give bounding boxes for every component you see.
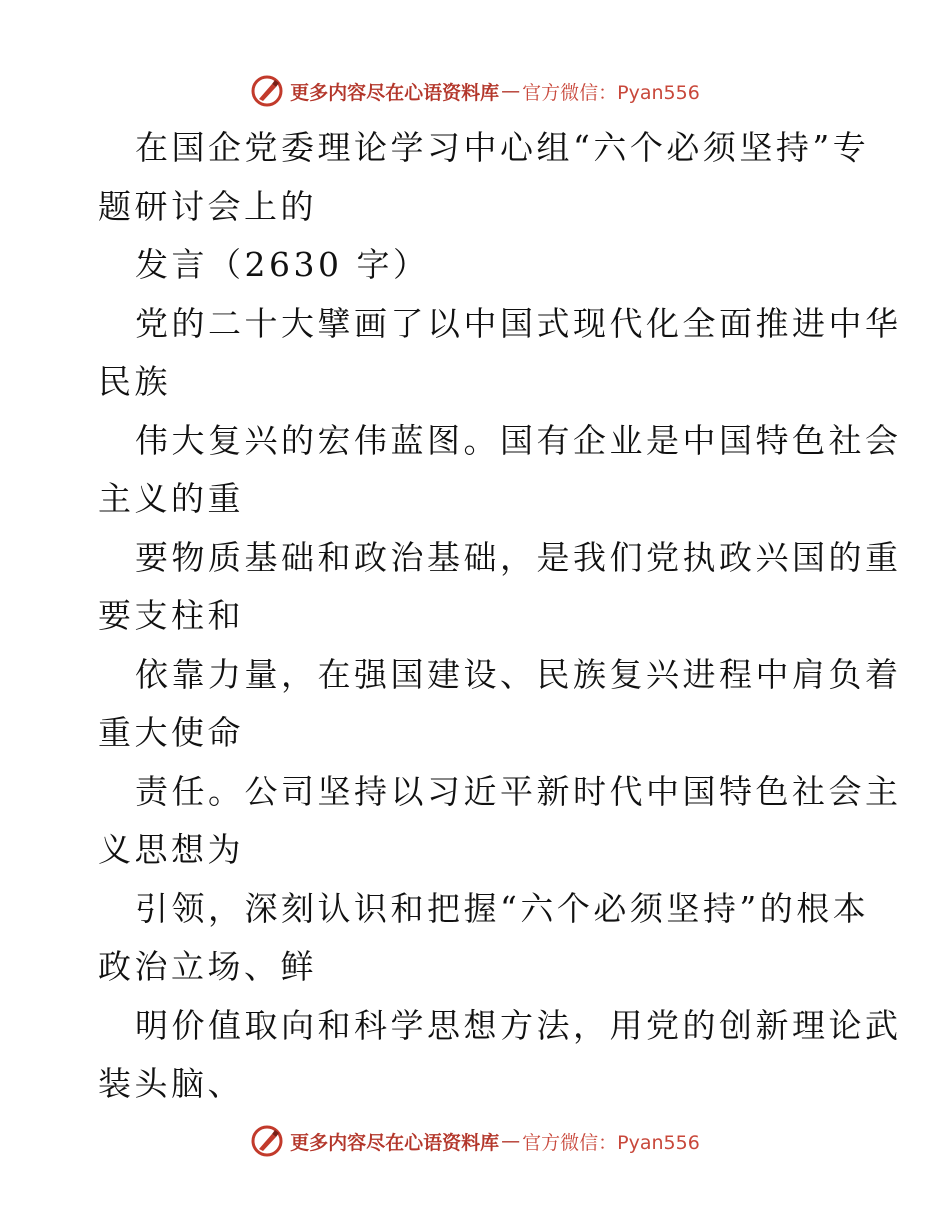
text-line: 明价值取向和科学思想方法，用党的创新理论武 <box>135 1005 902 1045</box>
footer-watermark <box>0 1121 950 1161</box>
text-line: 政治立场、鲜 <box>98 947 317 986</box>
text-line: 党的二十大擘画了以中国式现代化全面推进中华 <box>135 303 902 343</box>
watermark-site-text: 更多内容尽在心语资料库 <box>290 1131 500 1154</box>
text-line: 重大使命 <box>98 713 244 752</box>
text-line: 伟大复兴的宏伟蓝图。国有企业是中国特色社会 <box>135 420 902 460</box>
text-line: 义思想为 <box>98 830 244 869</box>
text-line: 题研讨会上的 <box>98 186 317 226</box>
watermark-wechat-text: 官方微信：Pyan556 <box>522 1131 700 1154</box>
text-line: 民族 <box>98 362 171 401</box>
text-line: 引领，深刻认识和把握“六个必须坚持”的根本 <box>135 888 870 928</box>
text-line: 在国企党委理论学习中心组“六个必须坚持”专 <box>135 128 870 167</box>
header-watermark <box>0 71 950 111</box>
text-line: 要支柱和 <box>98 596 244 635</box>
text-line: 责任。公司坚持以习近平新时代中国特色社会主 <box>135 771 902 811</box>
watermark-site-text: 更多内容尽在心语资料库 <box>290 81 500 104</box>
pen-logo-icon <box>250 74 284 108</box>
watermark-separator: — <box>501 80 521 102</box>
text-line: 主义的重 <box>98 479 244 518</box>
text-line: 发言（2630 字） <box>135 245 430 284</box>
watermark-separator: — <box>501 1130 521 1152</box>
text-line: 要物质基础和政治基础，是我们党执政兴国的重 <box>135 537 902 577</box>
text-line: 装头脑、 <box>98 1064 244 1103</box>
pen-logo-icon <box>250 1124 284 1158</box>
document-body <box>98 119 902 1114</box>
text-line: 依靠力量，在强国建设、民族复兴进程中肩负着 <box>135 654 902 694</box>
watermark-wechat-text: 官方微信：Pyan556 <box>522 81 700 104</box>
